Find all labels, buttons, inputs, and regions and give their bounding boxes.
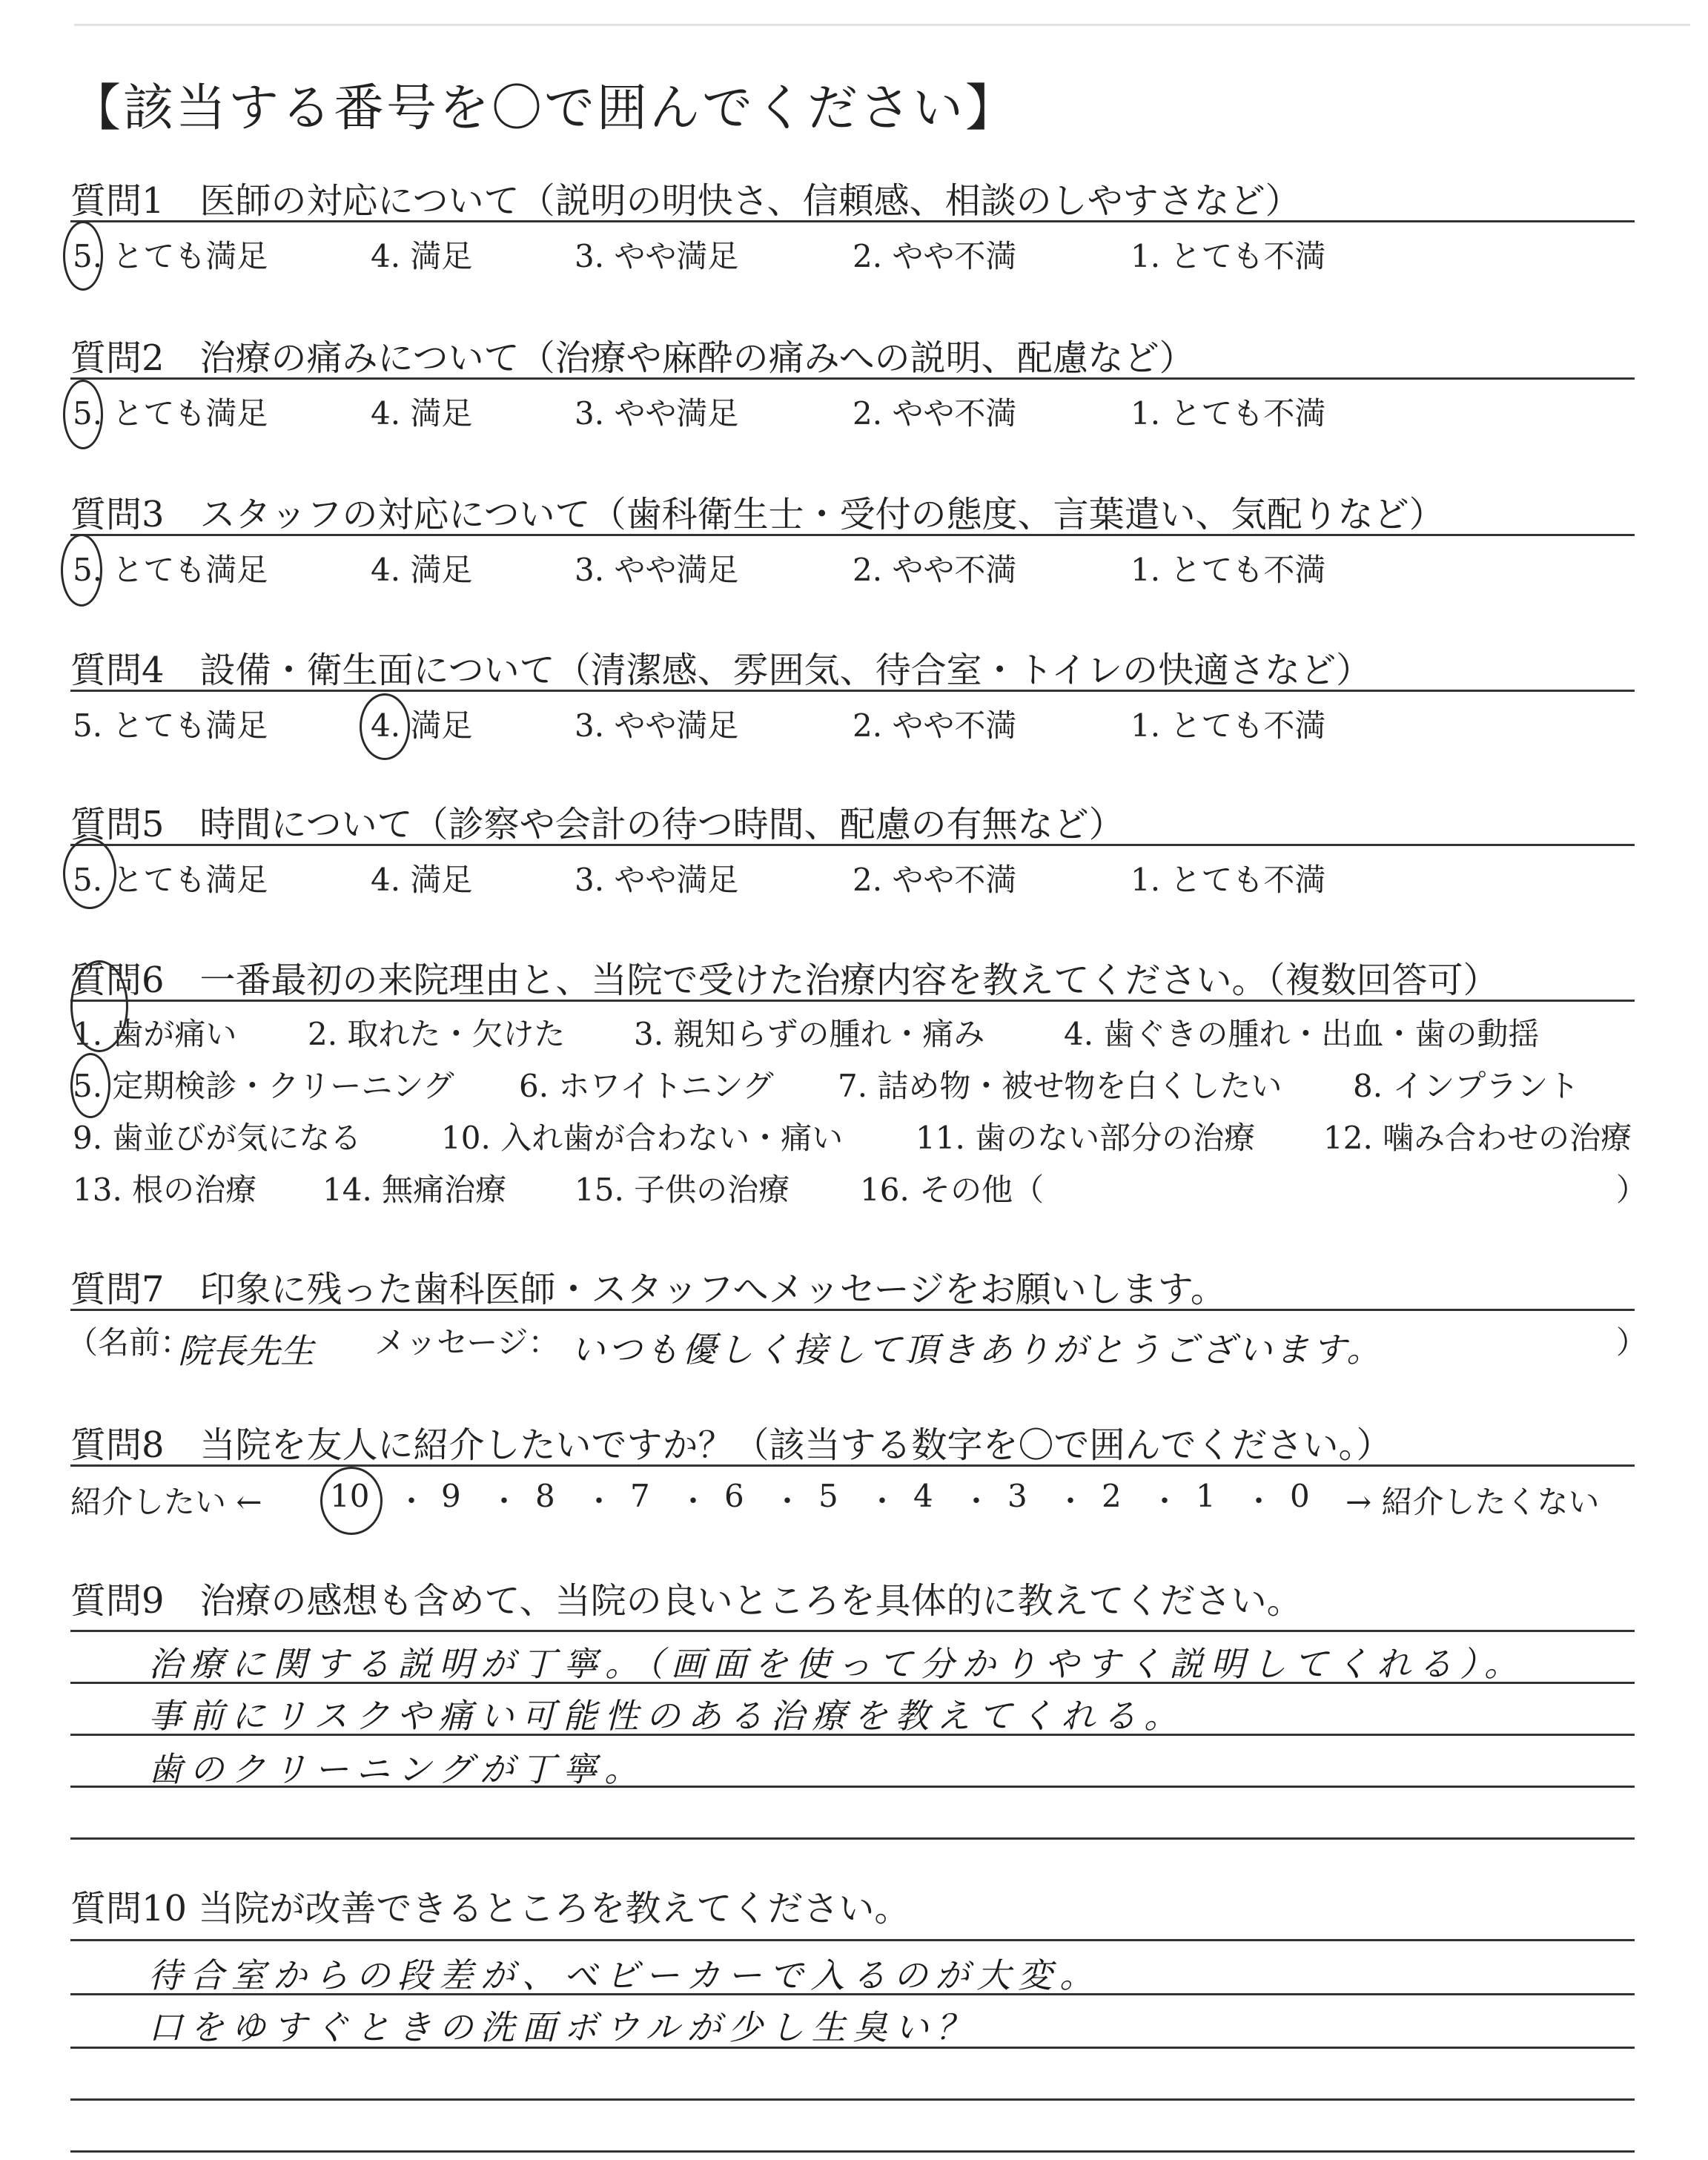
q10-line-4 (70, 2098, 1635, 2101)
q10-line-1 (70, 1939, 1635, 1941)
q8-left-label: 紹介したい ← (70, 1484, 262, 1520)
q8-scale-1[interactable]: 1 (1196, 1478, 1216, 1514)
q6-option-1[interactable]: 1. 歯が痛い (73, 1016, 237, 1052)
q7-name-value[interactable]: 院長先生 (178, 1331, 314, 1371)
question-3-title: 質問3 スタッフの対応について（歯科衛生士・受付の態度、言葉遣い、気配りなど） (70, 494, 1445, 535)
q6-option-10[interactable]: 10. 入れ歯が合わない・痛い (441, 1120, 844, 1156)
q2-option-4[interactable]: 4. 満足 (371, 395, 473, 432)
q1-option-1[interactable]: 1. とても不満 (1131, 238, 1326, 274)
q7-name-label: （名前： (67, 1324, 192, 1361)
q6-option-8[interactable]: 8. インプラント (1353, 1068, 1580, 1104)
question-7-rule (70, 1309, 1635, 1311)
q6-option-5[interactable]: 5. 定期検診・クリーニング (73, 1068, 454, 1104)
q8-answer-circle (320, 1467, 383, 1535)
q3-answer-circle (61, 534, 102, 607)
question-4-rule (70, 690, 1635, 692)
question-5-rule (70, 844, 1635, 846)
q8-dot: ・ (772, 1484, 802, 1519)
q2-option-5[interactable]: 5. とても満足 (73, 395, 268, 432)
q9-answer-line-3[interactable]: 歯のクリーニングが丁寧。 (148, 1749, 646, 1789)
q8-dot: ・ (678, 1484, 708, 1519)
q6-option-3[interactable]: 3. 親知らずの腫れ・痛み (634, 1016, 985, 1052)
q6-option-14[interactable]: 14. 無痛治療 (322, 1172, 507, 1208)
question-1-rule (70, 220, 1635, 222)
q5-option-5[interactable]: 5. とても満足 (73, 862, 268, 898)
q4-option-3[interactable]: 3. やや満足 (575, 707, 739, 744)
q3-option-4[interactable]: 4. 満足 (371, 552, 473, 588)
q2-option-3[interactable]: 3. やや満足 (575, 395, 739, 432)
question-9-title: 質問9 治療の感想も含めて、当院の良いところを具体的に教えてください。 (70, 1580, 1302, 1622)
q6-option-4[interactable]: 4. 歯ぐきの腫れ・出血・歯の動揺 (1064, 1016, 1540, 1052)
q6-option-6[interactable]: 6. ホワイトニング (519, 1068, 774, 1104)
q5-option-3[interactable]: 3. やや満足 (575, 862, 739, 898)
q7-close: ） (1616, 1324, 1648, 1361)
q6-option-15[interactable]: 15. 子供の治療 (575, 1172, 790, 1208)
q6-option-12[interactable]: 12. 噛み合わせの治療 (1323, 1120, 1632, 1156)
q8-scale-2[interactable]: 2 (1102, 1478, 1122, 1514)
q10-answer-line-2[interactable]: 口をゆすぐときの洗面ボウルが少し生臭い？ (148, 2007, 978, 2047)
q1-option-4[interactable]: 4. 満足 (371, 238, 473, 274)
q4-option-5[interactable]: 5. とても満足 (73, 707, 268, 744)
q9-answer-line-2[interactable]: 事前にリスクや痛い可能性のある治療を教えてくれる。 (148, 1696, 1186, 1736)
q4-answer-circle (360, 693, 410, 760)
q10-line-5 (70, 2150, 1635, 2153)
q8-scale-3[interactable]: 3 (1007, 1478, 1027, 1514)
question-6-rule (70, 1000, 1635, 1002)
q8-dot: ・ (1244, 1484, 1274, 1519)
q2-answer-circle (63, 380, 103, 449)
q6-other-close: ） (1616, 1172, 1648, 1208)
q8-scale-8[interactable]: 8 (535, 1478, 555, 1514)
q2-option-1[interactable]: 1. とても不満 (1131, 395, 1326, 432)
q1-option-2[interactable]: 2. やや不満 (853, 238, 1017, 274)
q1-option-5[interactable]: 5. とても満足 (73, 238, 268, 274)
top-border (74, 24, 1690, 26)
q9-answer-line-1[interactable]: 治療に関する説明が丁寧。（画面を使って分かりやすく説明してくれる）。 (148, 1644, 1526, 1684)
question-1-title: 質問1 医師の対応について（説明の明快さ、信頼感、相談のしやすさなど） (70, 180, 1301, 222)
q8-scale-6[interactable]: 6 (724, 1478, 744, 1514)
q8-dot: ・ (961, 1484, 991, 1519)
q6-answer-circle-5 (70, 1053, 110, 1118)
q3-option-2[interactable]: 2. やや不満 (853, 552, 1017, 588)
q9-line-5 (70, 1837, 1635, 1840)
q9-line-1 (70, 1630, 1635, 1632)
q8-scale-10[interactable]: 10 (330, 1478, 370, 1514)
question-2-title: 質問2 治療の痛みについて（治療や麻酔の痛みへの説明、配慮など） (70, 337, 1195, 379)
q8-dot: ・ (867, 1484, 897, 1519)
q1-option-3[interactable]: 3. やや満足 (575, 238, 739, 274)
q5-option-1[interactable]: 1. とても不満 (1131, 862, 1326, 898)
question-7-title: 質問7 印象に残った歯科医師・スタッフへメッセージをお願いします。 (70, 1269, 1226, 1310)
q4-option-1[interactable]: 1. とても不満 (1131, 707, 1326, 744)
q6-option-13[interactable]: 13. 根の治療 (73, 1172, 257, 1208)
form-header: 【該当する番号を〇で囲んでください】 (70, 79, 1019, 138)
q1-answer-circle (63, 221, 103, 291)
question-8-title: 質問8 当院を友人に紹介したいですか？（該当する数字を〇で囲んでください。） (70, 1424, 1392, 1466)
q8-scale-0[interactable]: 0 (1290, 1478, 1310, 1514)
question-6-title: 質問6 一番最初の来院理由と、当院で受けた治療内容を教えてください。（複数回答可） (70, 960, 1499, 1001)
q8-scale-9[interactable]: 9 (441, 1478, 461, 1514)
question-4-title: 質問4 設備・衛生面について（清潔感、雰囲気、待合室・トイレの快適さなど） (70, 650, 1372, 691)
q5-answer-circle (63, 838, 116, 909)
q5-option-2[interactable]: 2. やや不満 (853, 862, 1017, 898)
q8-right-label: → 紹介したくない (1345, 1484, 1600, 1520)
q4-option-4[interactable]: 4. 満足 (371, 707, 473, 744)
q7-message-label: メッセージ： (374, 1324, 560, 1361)
q4-option-2[interactable]: 2. やや不満 (853, 707, 1017, 744)
q8-scale-5[interactable]: 5 (818, 1478, 838, 1514)
q8-dot: ・ (1150, 1484, 1179, 1519)
q8-dot: ・ (1056, 1484, 1085, 1519)
question-3-rule (70, 534, 1635, 536)
question-2-rule (70, 377, 1635, 380)
q8-dot: ・ (584, 1484, 614, 1519)
q6-option-7[interactable]: 7. 詰め物・被せ物を白くしたい (838, 1068, 1282, 1104)
q8-dot: ・ (489, 1484, 519, 1519)
q3-option-1[interactable]: 1. とても不満 (1131, 552, 1326, 588)
q7-message-value[interactable]: いつも優しく接して頂きありがとうございます。 (571, 1330, 1384, 1370)
q3-option-3[interactable]: 3. やや満足 (575, 552, 739, 588)
q8-scale-7[interactable]: 7 (630, 1478, 650, 1514)
q6-option-2[interactable]: 2. 取れた・欠けた (308, 1016, 566, 1052)
q6-option-9[interactable]: 9. 歯並びが気になる (73, 1120, 362, 1156)
q3-option-5[interactable]: 5. とても満足 (73, 552, 268, 588)
q6-answer-circle-1 (70, 960, 128, 1052)
q2-option-2[interactable]: 2. やや不満 (853, 395, 1017, 432)
q8-dot: ・ (397, 1484, 426, 1519)
q8-scale-4[interactable]: 4 (913, 1478, 933, 1514)
q5-option-4[interactable]: 4. 満足 (371, 862, 473, 898)
q10-answer-line-1[interactable]: 待合室からの段差が、ベビーカーで入るのが大変。 (148, 1955, 1102, 1995)
q6-option-16[interactable]: 16. その他（ (860, 1172, 1045, 1208)
question-8-rule (70, 1464, 1635, 1467)
question-5-title: 質問5 時間について（診察や会計の待つ時間、配慮の有無など） (70, 804, 1125, 845)
q6-option-11[interactable]: 11. 歯のない部分の治療 (916, 1120, 1256, 1156)
question-10-title: 質問10 当院が改善できるところを教えてください。 (70, 1888, 910, 1929)
